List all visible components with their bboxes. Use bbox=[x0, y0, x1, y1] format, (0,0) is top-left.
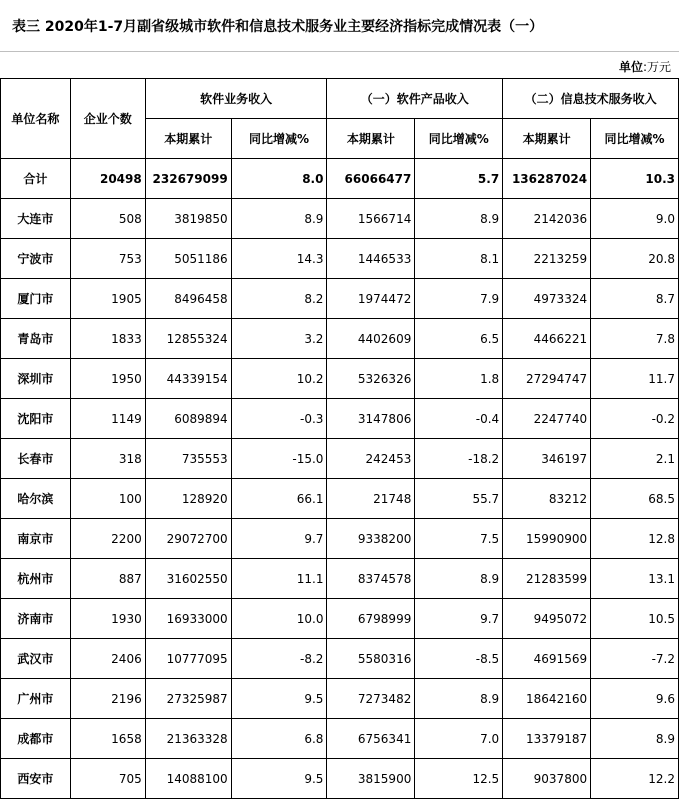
cell-name: 南京市 bbox=[1, 519, 71, 559]
header-name: 单位名称 bbox=[1, 79, 71, 159]
cell-name: 厦门市 bbox=[1, 279, 71, 319]
cell-product-yoy: 8.9 bbox=[415, 679, 503, 719]
cell-software-revenue: 14088100 bbox=[145, 759, 231, 799]
cell-product-yoy: 6.5 bbox=[415, 319, 503, 359]
table-row bbox=[1, 479, 679, 519]
table-row bbox=[1, 559, 679, 599]
cell-software-yoy: 9.7 bbox=[231, 519, 327, 559]
table-row bbox=[1, 639, 679, 679]
cell-it-service-yoy: 10.5 bbox=[591, 599, 679, 639]
cell-software-revenue: 21363328 bbox=[145, 719, 231, 759]
cell-product-yoy: 1.8 bbox=[415, 359, 503, 399]
cell-name: 哈尔滨 bbox=[1, 479, 71, 519]
total-row bbox=[1, 159, 679, 199]
cell-software-revenue: 31602550 bbox=[145, 559, 231, 599]
cell-software-revenue: 10777095 bbox=[145, 639, 231, 679]
cell-product-revenue: 7273482 bbox=[327, 679, 415, 719]
cell-product-yoy: 8.9 bbox=[415, 559, 503, 599]
cell-product-revenue: 3815900 bbox=[327, 759, 415, 799]
cell-it-service-yoy: 9.6 bbox=[591, 679, 679, 719]
cell-product-yoy: -0.4 bbox=[415, 399, 503, 439]
table-row bbox=[1, 679, 679, 719]
cell-software-revenue: 29072700 bbox=[145, 519, 231, 559]
cell-it-service-yoy: 68.5 bbox=[591, 479, 679, 519]
cell-it-service-yoy: 20.8 bbox=[591, 239, 679, 279]
header-cumulative: 本期累计 bbox=[145, 119, 231, 159]
cell-product-revenue: 66066477 bbox=[327, 159, 415, 199]
header-yoy: 同比增减% bbox=[591, 119, 679, 159]
cell-product-revenue: 1446533 bbox=[327, 239, 415, 279]
cell-count: 2200 bbox=[70, 519, 145, 559]
cell-software-yoy: 8.0 bbox=[231, 159, 327, 199]
cell-it-service-revenue: 136287024 bbox=[503, 159, 591, 199]
cell-software-yoy: 9.5 bbox=[231, 679, 327, 719]
cell-software-revenue: 3819850 bbox=[145, 199, 231, 239]
cell-software-revenue: 12855324 bbox=[145, 319, 231, 359]
cell-it-service-yoy: 8.7 bbox=[591, 279, 679, 319]
cell-it-service-revenue: 4466221 bbox=[503, 319, 591, 359]
cell-count: 753 bbox=[70, 239, 145, 279]
cell-count: 20498 bbox=[70, 159, 145, 199]
table-row bbox=[1, 719, 679, 759]
cell-product-revenue: 1974472 bbox=[327, 279, 415, 319]
table-body bbox=[1, 159, 679, 799]
cell-software-yoy: 10.2 bbox=[231, 359, 327, 399]
cell-it-service-revenue: 346197 bbox=[503, 439, 591, 479]
header-row-1 bbox=[1, 79, 679, 119]
title-bar bbox=[0, 0, 679, 52]
cell-it-service-revenue: 2247740 bbox=[503, 399, 591, 439]
cell-software-yoy: 66.1 bbox=[231, 479, 327, 519]
cell-count: 1833 bbox=[70, 319, 145, 359]
cell-count: 318 bbox=[70, 439, 145, 479]
cell-software-yoy: -8.2 bbox=[231, 639, 327, 679]
cell-it-service-yoy: 2.1 bbox=[591, 439, 679, 479]
cell-it-service-yoy: 8.9 bbox=[591, 719, 679, 759]
header-cumulative: 本期累计 bbox=[327, 119, 415, 159]
cell-name: 青岛市 bbox=[1, 319, 71, 359]
unit-value: :万元 bbox=[642, 60, 671, 74]
cell-software-yoy: -15.0 bbox=[231, 439, 327, 479]
cell-product-yoy: 55.7 bbox=[415, 479, 503, 519]
cell-product-yoy: 9.7 bbox=[415, 599, 503, 639]
cell-name: 成都市 bbox=[1, 719, 71, 759]
cell-software-revenue: 44339154 bbox=[145, 359, 231, 399]
cell-software-revenue: 6089894 bbox=[145, 399, 231, 439]
header-product-revenue: （一）软件产品收入 bbox=[327, 79, 503, 119]
cell-product-yoy: 7.0 bbox=[415, 719, 503, 759]
cell-count: 1149 bbox=[70, 399, 145, 439]
cell-it-service-revenue: 15990900 bbox=[503, 519, 591, 559]
table-row bbox=[1, 319, 679, 359]
cell-software-revenue: 232679099 bbox=[145, 159, 231, 199]
cell-it-service-revenue: 18642160 bbox=[503, 679, 591, 719]
cell-software-revenue: 128920 bbox=[145, 479, 231, 519]
header-yoy: 同比增减% bbox=[231, 119, 327, 159]
cell-name: 济南市 bbox=[1, 599, 71, 639]
cell-product-revenue: 6756341 bbox=[327, 719, 415, 759]
table-row bbox=[1, 439, 679, 479]
cell-product-revenue: 21748 bbox=[327, 479, 415, 519]
cell-it-service-revenue: 2213259 bbox=[503, 239, 591, 279]
unit-label: 单位 bbox=[618, 60, 643, 74]
cell-software-yoy: -0.3 bbox=[231, 399, 327, 439]
cell-count: 1930 bbox=[70, 599, 145, 639]
cell-it-service-revenue: 83212 bbox=[503, 479, 591, 519]
cell-it-service-yoy: 9.0 bbox=[591, 199, 679, 239]
cell-it-service-yoy: 13.1 bbox=[591, 559, 679, 599]
cell-it-service-yoy: 11.7 bbox=[591, 359, 679, 399]
cell-it-service-yoy: -0.2 bbox=[591, 399, 679, 439]
cell-name: 大连市 bbox=[1, 199, 71, 239]
cell-product-revenue: 6798999 bbox=[327, 599, 415, 639]
cell-it-service-yoy: -7.2 bbox=[591, 639, 679, 679]
cell-software-yoy: 6.8 bbox=[231, 719, 327, 759]
cell-software-yoy: 11.1 bbox=[231, 559, 327, 599]
cell-product-revenue: 4402609 bbox=[327, 319, 415, 359]
cell-it-service-revenue: 21283599 bbox=[503, 559, 591, 599]
table-row bbox=[1, 239, 679, 279]
cell-it-service-yoy: 7.8 bbox=[591, 319, 679, 359]
cell-software-yoy: 8.9 bbox=[231, 199, 327, 239]
cell-software-revenue: 8496458 bbox=[145, 279, 231, 319]
header-software-revenue: 软件业务收入 bbox=[145, 79, 327, 119]
cell-product-yoy: 7.9 bbox=[415, 279, 503, 319]
cell-count: 887 bbox=[70, 559, 145, 599]
cell-it-service-yoy: 12.2 bbox=[591, 759, 679, 799]
cell-it-service-revenue: 27294747 bbox=[503, 359, 591, 399]
cell-name: 深圳市 bbox=[1, 359, 71, 399]
cell-name: 沈阳市 bbox=[1, 399, 71, 439]
cell-it-service-revenue: 4691569 bbox=[503, 639, 591, 679]
cell-count: 1950 bbox=[70, 359, 145, 399]
table-row bbox=[1, 279, 679, 319]
cell-product-revenue: 242453 bbox=[327, 439, 415, 479]
cell-name: 杭州市 bbox=[1, 559, 71, 599]
cell-software-revenue: 27325987 bbox=[145, 679, 231, 719]
cell-product-yoy: 8.9 bbox=[415, 199, 503, 239]
cell-product-yoy: 12.5 bbox=[415, 759, 503, 799]
cell-software-revenue: 16933000 bbox=[145, 599, 231, 639]
cell-product-revenue: 1566714 bbox=[327, 199, 415, 239]
stats-table bbox=[0, 78, 679, 799]
cell-count: 705 bbox=[70, 759, 145, 799]
cell-it-service-revenue: 4973324 bbox=[503, 279, 591, 319]
cell-it-service-revenue: 13379187 bbox=[503, 719, 591, 759]
table-row bbox=[1, 399, 679, 439]
header-yoy: 同比增减% bbox=[415, 119, 503, 159]
cell-it-service-revenue: 2142036 bbox=[503, 199, 591, 239]
cell-software-yoy: 3.2 bbox=[231, 319, 327, 359]
cell-product-yoy: 8.1 bbox=[415, 239, 503, 279]
table-row bbox=[1, 359, 679, 399]
cell-name: 宁波市 bbox=[1, 239, 71, 279]
cell-it-service-revenue: 9037800 bbox=[503, 759, 591, 799]
cell-count: 2406 bbox=[70, 639, 145, 679]
cell-name: 武汉市 bbox=[1, 639, 71, 679]
cell-software-revenue: 5051186 bbox=[145, 239, 231, 279]
unit-note bbox=[619, 58, 671, 75]
cell-product-yoy: -8.5 bbox=[415, 639, 503, 679]
header-it-service-revenue: （二）信息技术服务收入 bbox=[503, 79, 679, 119]
cell-product-yoy: 7.5 bbox=[415, 519, 503, 559]
cell-name: 长春市 bbox=[1, 439, 71, 479]
cell-software-yoy: 14.3 bbox=[231, 239, 327, 279]
cell-count: 1905 bbox=[70, 279, 145, 319]
cell-product-revenue: 8374578 bbox=[327, 559, 415, 599]
cell-software-yoy: 10.0 bbox=[231, 599, 327, 639]
table-row bbox=[1, 519, 679, 559]
cell-count: 508 bbox=[70, 199, 145, 239]
cell-count: 2196 bbox=[70, 679, 145, 719]
table-row bbox=[1, 759, 679, 799]
cell-it-service-yoy: 12.8 bbox=[591, 519, 679, 559]
cell-product-revenue: 9338200 bbox=[327, 519, 415, 559]
cell-product-yoy: 5.7 bbox=[415, 159, 503, 199]
cell-software-yoy: 9.5 bbox=[231, 759, 327, 799]
table-title: 表三 2020年1-7月副省级城市软件和信息技术服务业主要经济指标完成情况表（一） bbox=[12, 19, 544, 35]
cell-software-yoy: 8.2 bbox=[231, 279, 327, 319]
table-row bbox=[1, 599, 679, 639]
cell-name: 西安市 bbox=[1, 759, 71, 799]
cell-software-revenue: 735553 bbox=[145, 439, 231, 479]
cell-count: 1658 bbox=[70, 719, 145, 759]
cell-product-revenue: 5580316 bbox=[327, 639, 415, 679]
cell-product-revenue: 5326326 bbox=[327, 359, 415, 399]
cell-product-yoy: -18.2 bbox=[415, 439, 503, 479]
cell-it-service-yoy: 10.3 bbox=[591, 159, 679, 199]
cell-name: 广州市 bbox=[1, 679, 71, 719]
header-count: 企业个数 bbox=[70, 79, 145, 159]
cell-name: 合计 bbox=[1, 159, 71, 199]
table-row bbox=[1, 199, 679, 239]
cell-it-service-revenue: 9495072 bbox=[503, 599, 591, 639]
cell-count: 100 bbox=[70, 479, 145, 519]
header-cumulative: 本期累计 bbox=[503, 119, 591, 159]
cell-product-revenue: 3147806 bbox=[327, 399, 415, 439]
